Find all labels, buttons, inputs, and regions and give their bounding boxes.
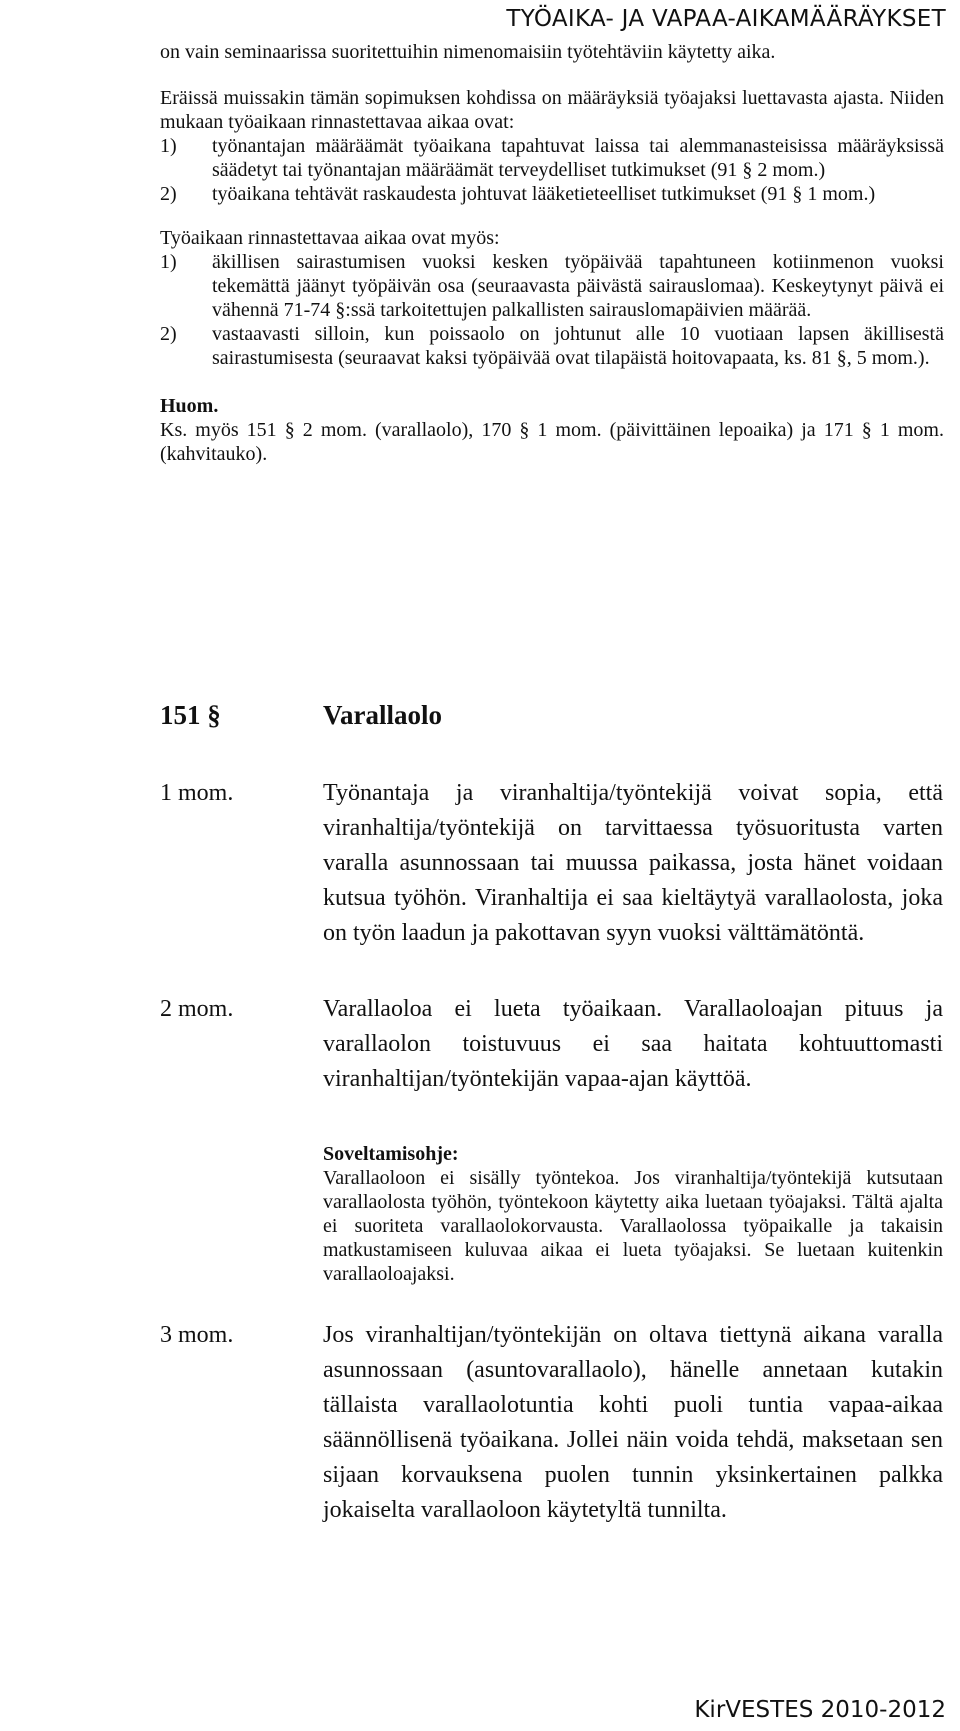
intro-paragraph-2: Eräissä muissakin tämän sopimuksen kohdissa on määräyksiä työajaksi luettavasta ajasta. Niiden mukaan työaikaan rinnastettavaa aikaa ovat:	[160, 87, 944, 133]
list-item-number: 1)	[160, 251, 177, 273]
page-header: TYÖAIKA- JA VAPAA-AIKAMÄÄRÄYKSET	[506, 6, 946, 32]
list-item-text: työaikana tehtävät raskaudesta johtuvat lääketieteelliset tutkimukset (91 § 1 mom.)	[212, 183, 876, 205]
page-footer: KirVESTES 2010-2012	[694, 1697, 946, 1723]
list-item-number: 2)	[160, 323, 177, 345]
list-item	[160, 134, 944, 182]
mom-text: Jos viranhaltijan/työntekijän on oltava tiettynä aikana varalla asunnossaan (asuntovarallaolo), hänelle annetaan kutakin tällaista varallaolotuntia kohti puoli tuntia vapaa-aikaa säännöllisenä työaikana. Jollei näin voida tehdä, maksetaan sen sijaan korvauksena puolen tunnin yksinkertainen palkka jokaiselta varallaoloon käytetyltä tunnilta.	[323, 1322, 943, 1523]
mom-label: 2 mom.	[160, 996, 234, 1022]
mom-label: 1 mom.	[160, 780, 234, 806]
list-item-text: työnantajan määräämät työaikana tapahtuvat laissa tai alemmanasteisissa määräyksissä säädetyt tai työnantajan määräämät terveydelliset tutkimukset (91 § 2 mom.)	[212, 135, 944, 181]
list-item-text: vastaavasti silloin, kun poissaolo on johtunut alle 10 vuotiaan lapsen äkillisestä sairastumisesta (seuraavat kaksi työpäivää ovat tilapäistä hoitovapaata, ks. 81 §, 5 mom.).	[212, 323, 944, 369]
intro-block	[160, 40, 944, 466]
list-item-number: 2)	[160, 183, 177, 205]
list-item-number: 1)	[160, 135, 177, 157]
list-item-text: äkillisen sairastumisen vuoksi kesken työpäivää tapahtuneen kotiinmenon vuoksi tekemättä jäänyt työpäivän osa (seuraavasta päivästä sairauslomaa). Keskeytynyt päivä ei vähennä 71-74 §:ssä tarkoitettujen palkallisten sairauslomapäivien määrää.	[212, 251, 944, 321]
section-number: 151 §	[160, 700, 221, 730]
guidance-title: Soveltamisohje:	[323, 1143, 459, 1165]
list-item	[160, 182, 944, 206]
list-1	[160, 134, 944, 206]
mom-label: 3 mom.	[160, 1322, 234, 1348]
list-item	[160, 322, 944, 370]
intro-paragraph-3: Työaikaan rinnastettavaa aikaa ovat myös:	[160, 227, 500, 249]
list-2	[160, 250, 944, 370]
intro-paragraph-1: on vain seminaarissa suoritettuihin nimenomaisiin työtehtäviin käytetty aika.	[160, 41, 776, 63]
note-label: Huom.	[160, 395, 219, 417]
guidance-block	[323, 1142, 943, 1286]
guidance-text: Varallaoloon ei sisälly työntekoa. Jos viranhaltija/työntekijä kutsutaan varallaolosta työhön, työntekoon käytetty aika luetaan työajaksi. Tältä ajalta ei suoriteta varallaolokorvausta. Varallaolossa työpaikalle ja takaisin matkustamiseen kuluvaa aikaa ei lueta työajaksi. Se luetaan kuitenkin varallaoloajaksi.	[323, 1167, 943, 1285]
list-item	[160, 250, 944, 322]
mom-text: Varallaoloa ei lueta työaikaan. Varallaoloajan pituus ja varallaolon toistuvuus ei saa haitata kohtuuttomasti viranhaltijan/työntekijän vapaa-ajan käyttöä.	[323, 996, 943, 1092]
section-heading	[160, 700, 221, 731]
note-text: Ks. myös 151 § 2 mom. (varallaolo), 170 § 1 mom. (päivittäinen lepoaika) ja 171 § 1 mom. (kahvitauko).	[160, 419, 944, 465]
mom-text: Työnantaja ja viranhaltija/työntekijä voivat sopia, että viranhaltija/työntekijä on tarvittaessa työsuoritusta varten varalla asunnossaan tai muussa paikassa, josta hänet voidaan kutsua työhön. Viranhaltija ei saa kieltäytyä varallaolosta, joka on työn laadun ja pakottavan syyn vuoksi välttämätöntä.	[323, 780, 943, 946]
section-title: Varallaolo	[323, 700, 443, 730]
